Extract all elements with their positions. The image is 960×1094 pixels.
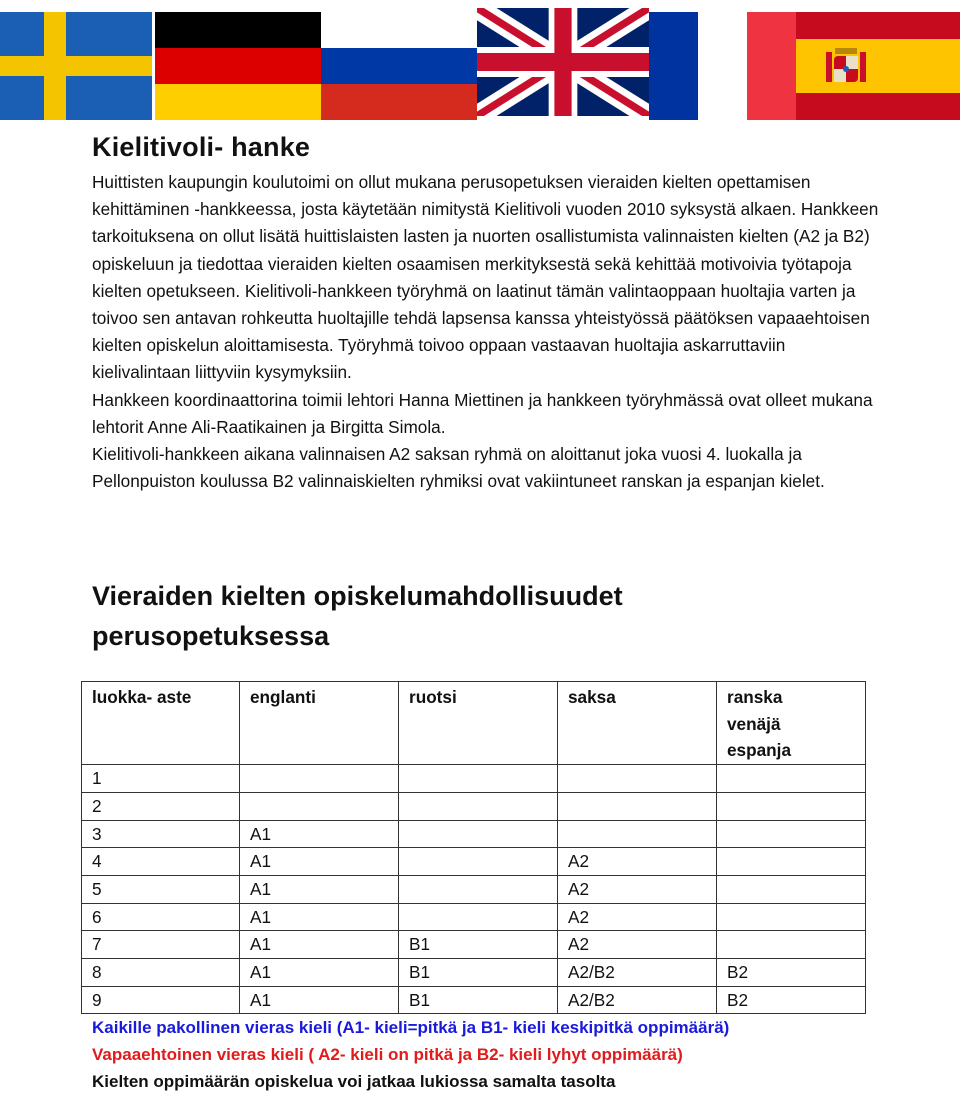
table-cell [717,903,866,931]
table-cell: A2/B2 [558,986,717,1014]
table-cell [717,820,866,848]
table-cell [717,931,866,959]
table-cell [558,765,717,793]
table-row [82,765,866,793]
note-upper-secondary: Kielten oppimäärän opiskelua voi jatkaa lukiossa samalta tasolta [92,1072,616,1091]
germany-flag-icon [155,12,321,120]
table-cell: 1 [82,765,240,793]
table-row [82,903,866,931]
france-flag-icon [649,12,796,120]
header-russian: venäjä [727,713,781,734]
header-spanish: espanja [727,740,792,761]
sweden-flag-icon [0,12,152,120]
table-cell: 2 [82,792,240,820]
uk-flag-icon [477,8,649,116]
table-cell: 6 [82,903,240,931]
section-title [92,576,623,656]
table-cell: 9 [82,986,240,1014]
table-cell [717,792,866,820]
flag-banner [0,0,960,120]
section-title-line-1: Vieraiden kielten opiskelumahdollisuudet [92,581,623,611]
paragraph-language-groups: Kielitivoli-hankkeen aikana valinnaisen A2 saksan ryhmä on aloittanut joka vuosi 4. luokalla ja Pellonpuiston koulussa B2 valinnaiskielten ryhmiksi ovat vakiintuneet ranskan ja espanjan kielet. [92,444,825,492]
header-english: englanti [240,682,399,765]
table-cell [717,848,866,876]
table-cell: A1 [240,820,399,848]
table-cell [558,792,717,820]
table-cell: A1 [240,903,399,931]
table-row [82,875,866,903]
table-cell: A2 [558,848,717,876]
note-optional-language: Vapaaehtoinen vieras kieli ( A2- kieli on pitkä ja B2- kieli lyhyt oppimäärä) [92,1045,683,1064]
spain-coat-of-arms-icon [826,48,866,82]
spain-flag-icon [796,12,960,120]
table-cell [399,792,558,820]
table-cell: A2 [558,875,717,903]
table-cell: 7 [82,931,240,959]
table-row [82,792,866,820]
table-cell: B2 [717,986,866,1014]
page-title: Kielitivoli- hanke [92,132,311,162]
table-row [82,959,866,987]
table-cell [558,820,717,848]
table-row [82,848,866,876]
table-cell: A1 [240,986,399,1014]
header-swedish: ruotsi [399,682,558,765]
table-cell [399,848,558,876]
table-cell [399,820,558,848]
table-cell [399,903,558,931]
table-row [82,931,866,959]
table-cell: B1 [399,986,558,1014]
table-cell [399,875,558,903]
table-cell: B1 [399,959,558,987]
header-grade: luokka- aste [82,682,240,765]
table-cell: 5 [82,875,240,903]
table-cell [240,765,399,793]
table-cell: B1 [399,931,558,959]
note-mandatory-language: Kaikille pakollinen vieras kieli (A1- kieli=pitkä ja B1- kieli keskipitkä oppimäärä) [92,1018,730,1037]
table-cell: A1 [240,875,399,903]
header-french: ranska [727,687,783,707]
table-row [82,986,866,1014]
section-title-line-2: perusopetuksessa [92,621,330,651]
table-cell [240,792,399,820]
russia-flag-icon [321,12,477,120]
table-cell [717,765,866,793]
paragraph-project-description: Huittisten kaupungin koulutoimi on ollut mukana perusopetuksen vieraiden kielten opettamisen kehittäminen -hankkeessa, josta käytetään nimitystä Kielitivoli vuoden 2010 syksystä alkaen. Hankkeen tarkoituksena on ollut lisätä huittislaisten lasten ja nuorten osallistumista valinnaisten kielten (A2 ja B2) opiskeluun ja tiedottaa vieraiden kielten osaamisen merkityksestä sekä kehittää motivoivia työtapoja kielten opetukseen. Kielitivoli-hankkeen työryhmä on laatinut tämän valintaoppaan huoltajia varten ja toivoo sen antavan rohkeutta huoltajille tehdä lapsensa kanssa yhteistyössä päätöksen vapaaehtoisen kielten opiskelun aloittamisesta. Työryhmä toivoo oppaan vastaavan huoltajia askarruttaviin kielivalintaan liittyviin kysymyksiin. [92,172,879,383]
table-row [82,820,866,848]
table-cell [399,765,558,793]
table-cell: B2 [717,959,866,987]
header-other-languages [717,682,866,765]
table-header-row [82,682,866,765]
table-body [82,765,866,1014]
paragraph-coordinator: Hankkeen koordinaattorina toimii lehtori Hanna Miettinen ja hankkeen työryhmässä ovat olleet mukana lehtorit Anne Ali-Raatikainen ja Birgitta Simola. [92,389,873,437]
table-cell: A2 [558,931,717,959]
table-cell: A2/B2 [558,959,717,987]
table-cell: 3 [82,820,240,848]
table-cell: 8 [82,959,240,987]
table-cell [717,875,866,903]
table-cell: A1 [240,931,399,959]
table-cell: A1 [240,848,399,876]
table-cell: 4 [82,848,240,876]
intro-text [92,169,882,495]
table-cell: A2 [558,903,717,931]
table-cell: A1 [240,959,399,987]
language-table [81,681,866,1014]
header-german: saksa [558,682,717,765]
